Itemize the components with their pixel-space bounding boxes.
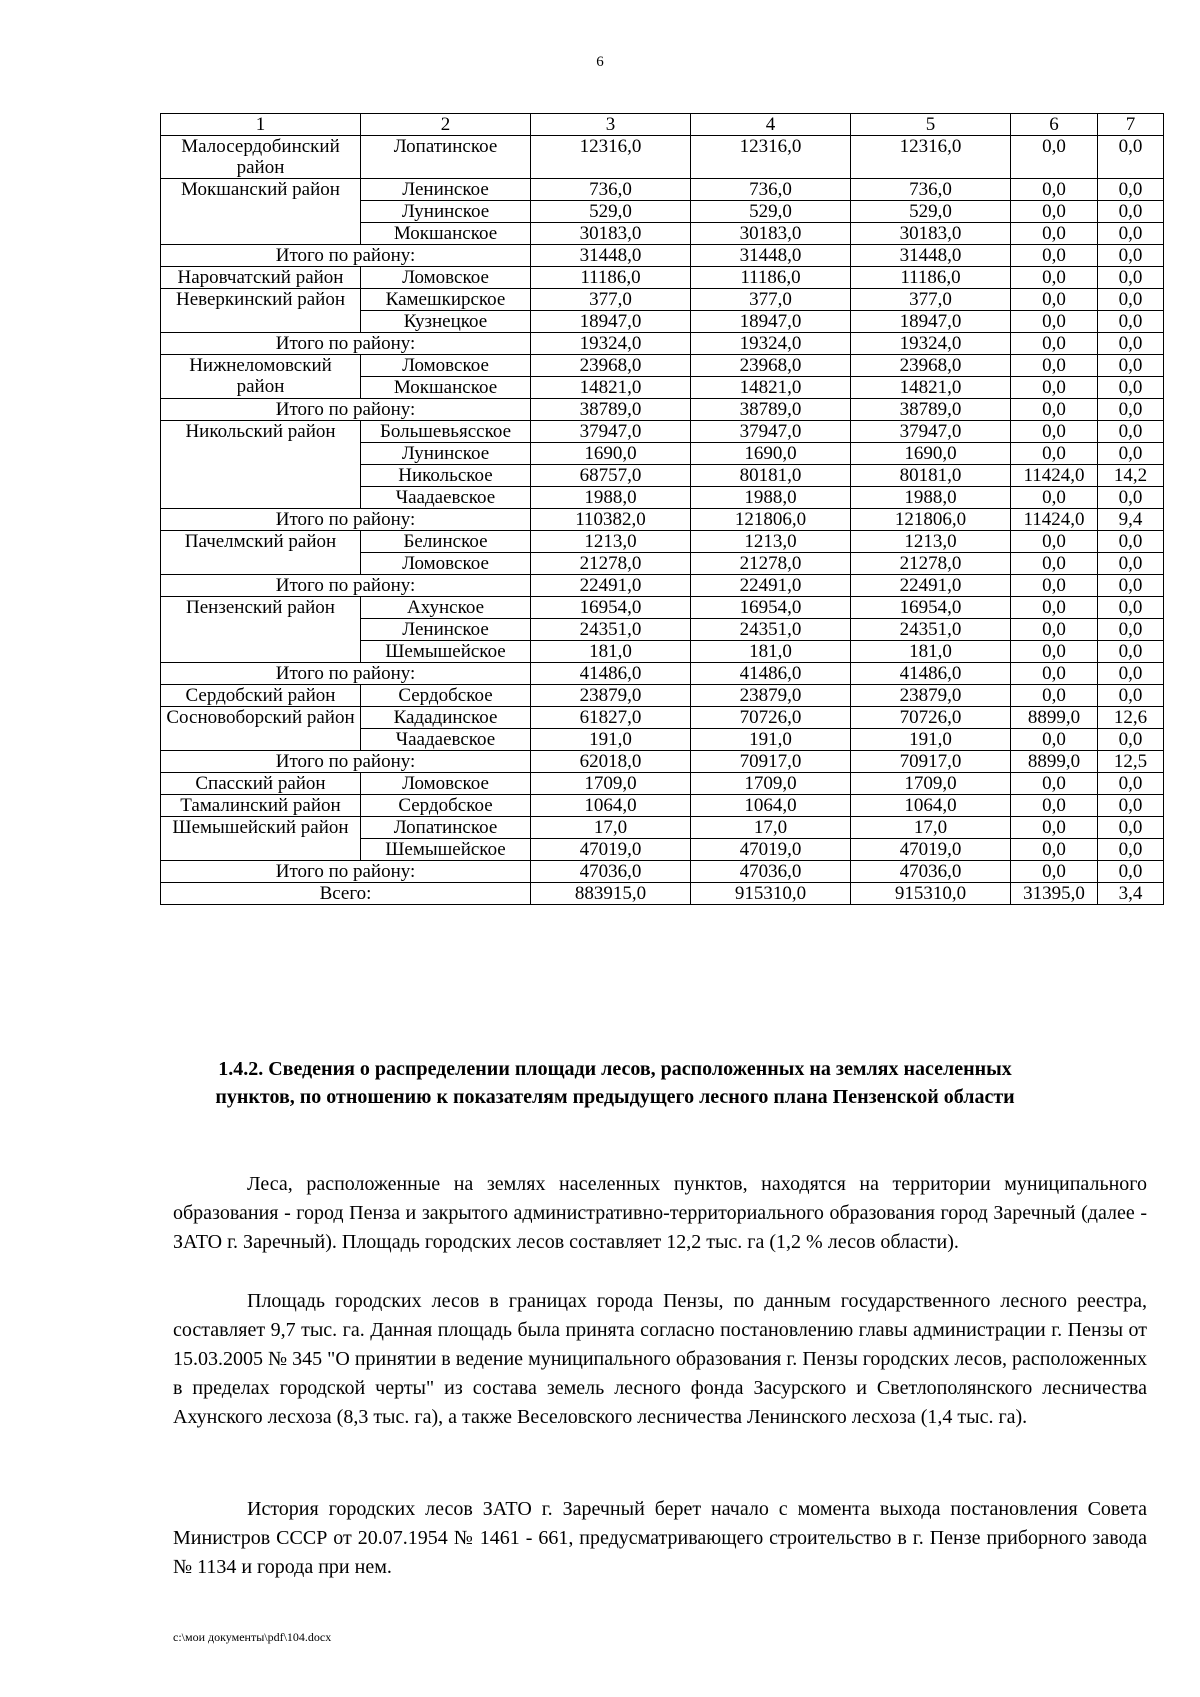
value-cell: 1213,0 <box>531 531 691 553</box>
value-cell: 0,0 <box>1098 267 1164 289</box>
forestry-cell: Сердобское <box>361 795 531 817</box>
value-cell: 1709,0 <box>691 773 851 795</box>
body-paragraph: Леса, расположенные на землях населенных пунктов, находятся на территории муниципального образования - город Пенза и закрытого административно-территориального образования город Заречный (далее - ЗАТО г. Заречный). Площадь городских лесов составляет 12,2 тыс. га (1,2 % лесов области). <box>173 1173 1147 1253</box>
table-row <box>161 245 1164 267</box>
forestry-cell: Сердобское <box>361 685 531 707</box>
table-row <box>161 861 1164 883</box>
value-cell: 37947,0 <box>531 421 691 443</box>
value-cell: 0,0 <box>1011 597 1098 619</box>
value-cell: 12,6 <box>1098 707 1164 729</box>
table-header-cell: 2 <box>361 114 531 136</box>
value-cell: 0,0 <box>1098 685 1164 707</box>
table-row <box>161 399 1164 421</box>
value-cell: 1690,0 <box>851 443 1011 465</box>
value-cell: 0,0 <box>1098 201 1164 223</box>
value-cell: 70726,0 <box>851 707 1011 729</box>
value-cell: 0,0 <box>1098 487 1164 509</box>
table-header-cell: 4 <box>691 114 851 136</box>
summary-label-cell: Всего: <box>161 883 531 905</box>
value-cell: 1064,0 <box>531 795 691 817</box>
value-cell: 915310,0 <box>691 883 851 905</box>
value-cell: 37947,0 <box>691 421 851 443</box>
value-cell: 121806,0 <box>691 509 851 531</box>
district-cell: Малосердобинский район <box>161 136 361 179</box>
value-cell: 0,0 <box>1098 861 1164 883</box>
value-cell: 12,5 <box>1098 751 1164 773</box>
district-cell: Пачелмский район <box>161 531 361 575</box>
table-header-row <box>161 114 1164 136</box>
value-cell: 41486,0 <box>691 663 851 685</box>
value-cell: 17,0 <box>531 817 691 839</box>
value-cell: 38789,0 <box>531 399 691 421</box>
forestry-cell: Чаадаевское <box>361 729 531 751</box>
value-cell: 0,0 <box>1011 641 1098 663</box>
value-cell: 191,0 <box>691 729 851 751</box>
value-cell: 23879,0 <box>691 685 851 707</box>
value-cell: 0,0 <box>1098 729 1164 751</box>
value-cell: 62018,0 <box>531 751 691 773</box>
value-cell: 0,0 <box>1011 267 1098 289</box>
table-row <box>161 136 1164 179</box>
forestry-cell: Белинское <box>361 531 531 553</box>
forestry-cell: Никольское <box>361 465 531 487</box>
value-cell: 0,0 <box>1011 399 1098 421</box>
value-cell: 0,0 <box>1011 839 1098 861</box>
value-cell: 0,0 <box>1011 861 1098 883</box>
value-cell: 1709,0 <box>531 773 691 795</box>
forestry-cell: Большевьясское <box>361 421 531 443</box>
value-cell: 24351,0 <box>531 619 691 641</box>
value-cell: 0,0 <box>1011 377 1098 399</box>
district-cell: Сосновоборский район <box>161 707 361 751</box>
value-cell: 31448,0 <box>531 245 691 267</box>
value-cell: 0,0 <box>1011 333 1098 355</box>
table-row <box>161 509 1164 531</box>
forestry-cell: Ломовское <box>361 355 531 377</box>
value-cell: 736,0 <box>531 179 691 201</box>
value-cell: 0,0 <box>1011 553 1098 575</box>
value-cell: 110382,0 <box>531 509 691 531</box>
value-cell: 0,0 <box>1098 136 1164 179</box>
value-cell: 12316,0 <box>531 136 691 179</box>
value-cell: 47036,0 <box>851 861 1011 883</box>
summary-label-cell: Итого по району: <box>161 399 531 421</box>
forestry-cell: Ахунское <box>361 597 531 619</box>
table-row <box>161 707 1164 729</box>
value-cell: 11186,0 <box>691 267 851 289</box>
value-cell: 1213,0 <box>851 531 1011 553</box>
value-cell: 0,0 <box>1098 223 1164 245</box>
value-cell: 181,0 <box>851 641 1011 663</box>
value-cell: 0,0 <box>1011 355 1098 377</box>
value-cell: 21278,0 <box>851 553 1011 575</box>
value-cell: 30183,0 <box>531 223 691 245</box>
forestry-cell: Ленинское <box>361 619 531 641</box>
forestry-cell: Лунинское <box>361 443 531 465</box>
value-cell: 0,0 <box>1098 399 1164 421</box>
value-cell: 377,0 <box>851 289 1011 311</box>
forestry-cell: Мокшанское <box>361 377 531 399</box>
value-cell: 11424,0 <box>1011 465 1098 487</box>
summary-label-cell: Итого по району: <box>161 509 531 531</box>
summary-label-cell: Итого по району: <box>161 575 531 597</box>
district-cell: Пензенский район <box>161 597 361 663</box>
value-cell: 14821,0 <box>851 377 1011 399</box>
value-cell: 68757,0 <box>531 465 691 487</box>
value-cell: 23879,0 <box>851 685 1011 707</box>
table-row <box>161 289 1164 311</box>
value-cell: 11186,0 <box>851 267 1011 289</box>
value-cell: 529,0 <box>851 201 1011 223</box>
value-cell: 19324,0 <box>851 333 1011 355</box>
district-cell: Спасский район <box>161 773 361 795</box>
table-header-cell: 3 <box>531 114 691 136</box>
value-cell: 0,0 <box>1098 443 1164 465</box>
forestry-cell: Кузнецкое <box>361 311 531 333</box>
value-cell: 191,0 <box>531 729 691 751</box>
value-cell: 12316,0 <box>691 136 851 179</box>
value-cell: 38789,0 <box>691 399 851 421</box>
footer-file-path: c:\мои документы\pdf\104.docx <box>173 1630 332 1644</box>
value-cell: 3,4 <box>1098 883 1164 905</box>
forestry-cell: Лопатинское <box>361 136 531 179</box>
value-cell: 0,0 <box>1098 795 1164 817</box>
table-row <box>161 795 1164 817</box>
value-cell: 0,0 <box>1011 245 1098 267</box>
forest-area-table <box>160 113 1164 905</box>
table-row <box>161 817 1164 839</box>
value-cell: 0,0 <box>1098 531 1164 553</box>
value-cell: 9,4 <box>1098 509 1164 531</box>
value-cell: 0,0 <box>1098 575 1164 597</box>
value-cell: 30183,0 <box>691 223 851 245</box>
value-cell: 47036,0 <box>691 861 851 883</box>
table-row <box>161 179 1164 201</box>
value-cell: 31448,0 <box>851 245 1011 267</box>
value-cell: 181,0 <box>531 641 691 663</box>
value-cell: 37947,0 <box>851 421 1011 443</box>
forestry-cell: Лунинское <box>361 201 531 223</box>
value-cell: 22491,0 <box>851 575 1011 597</box>
value-cell: 18947,0 <box>851 311 1011 333</box>
value-cell: 0,0 <box>1011 531 1098 553</box>
table-header-cell: 5 <box>851 114 1011 136</box>
value-cell: 47019,0 <box>691 839 851 861</box>
table-header-cell: 7 <box>1098 114 1164 136</box>
value-cell: 24351,0 <box>851 619 1011 641</box>
value-cell: 0,0 <box>1098 597 1164 619</box>
table-row <box>161 575 1164 597</box>
value-cell: 17,0 <box>691 817 851 839</box>
table-row <box>161 663 1164 685</box>
value-cell: 14821,0 <box>691 377 851 399</box>
value-cell: 0,0 <box>1098 641 1164 663</box>
value-cell: 0,0 <box>1011 289 1098 311</box>
value-cell: 0,0 <box>1098 839 1164 861</box>
value-cell: 61827,0 <box>531 707 691 729</box>
value-cell: 0,0 <box>1098 289 1164 311</box>
table-header-cell: 1 <box>161 114 361 136</box>
value-cell: 38789,0 <box>851 399 1011 421</box>
value-cell: 0,0 <box>1098 333 1164 355</box>
value-cell: 0,0 <box>1098 355 1164 377</box>
value-cell: 47019,0 <box>851 839 1011 861</box>
value-cell: 0,0 <box>1011 136 1098 179</box>
value-cell: 1690,0 <box>531 443 691 465</box>
value-cell: 0,0 <box>1011 179 1098 201</box>
forestry-cell: Ломовское <box>361 773 531 795</box>
value-cell: 0,0 <box>1098 245 1164 267</box>
value-cell: 0,0 <box>1011 443 1098 465</box>
value-cell: 529,0 <box>531 201 691 223</box>
value-cell: 1064,0 <box>691 795 851 817</box>
value-cell: 23968,0 <box>531 355 691 377</box>
page-number: 6 <box>596 54 604 70</box>
value-cell: 0,0 <box>1098 377 1164 399</box>
value-cell: 1988,0 <box>851 487 1011 509</box>
value-cell: 0,0 <box>1011 311 1098 333</box>
value-cell: 1064,0 <box>851 795 1011 817</box>
value-cell: 736,0 <box>691 179 851 201</box>
table-row <box>161 421 1164 443</box>
value-cell: 0,0 <box>1011 663 1098 685</box>
value-cell: 0,0 <box>1011 795 1098 817</box>
district-cell: Нижнеломовский район <box>161 355 361 399</box>
body-paragraph: История городских лесов ЗАТО г. Заречный берет начало с момента выхода постановления Совета Министров СССР от 20.07.1954 № 1461 - 661, предусматривающего строительство в г. Пензе приборного завода № 1134 и города при нем. <box>173 1498 1147 1578</box>
value-cell: 736,0 <box>851 179 1011 201</box>
value-cell: 41486,0 <box>531 663 691 685</box>
summary-label-cell: Итого по району: <box>161 245 531 267</box>
value-cell: 377,0 <box>531 289 691 311</box>
forestry-cell: Кададинское <box>361 707 531 729</box>
table-row <box>161 883 1164 905</box>
value-cell: 80181,0 <box>851 465 1011 487</box>
forestry-cell: Шемышейское <box>361 839 531 861</box>
value-cell: 0,0 <box>1098 773 1164 795</box>
value-cell: 0,0 <box>1011 421 1098 443</box>
value-cell: 18947,0 <box>691 311 851 333</box>
value-cell: 70917,0 <box>691 751 851 773</box>
district-cell: Мокшанский район <box>161 179 361 245</box>
value-cell: 1988,0 <box>691 487 851 509</box>
forestry-cell: Шемышейское <box>361 641 531 663</box>
value-cell: 1988,0 <box>531 487 691 509</box>
forestry-cell: Ломовское <box>361 553 531 575</box>
value-cell: 19324,0 <box>531 333 691 355</box>
table-row <box>161 773 1164 795</box>
value-cell: 1213,0 <box>691 531 851 553</box>
value-cell: 80181,0 <box>691 465 851 487</box>
value-cell: 47019,0 <box>531 839 691 861</box>
value-cell: 11186,0 <box>531 267 691 289</box>
value-cell: 0,0 <box>1011 619 1098 641</box>
value-cell: 31448,0 <box>691 245 851 267</box>
district-cell: Никольский район <box>161 421 361 509</box>
value-cell: 14821,0 <box>531 377 691 399</box>
district-cell: Неверкинский район <box>161 289 361 333</box>
value-cell: 41486,0 <box>851 663 1011 685</box>
value-cell: 11424,0 <box>1011 509 1098 531</box>
value-cell: 0,0 <box>1011 223 1098 245</box>
table-row <box>161 597 1164 619</box>
value-cell: 70917,0 <box>851 751 1011 773</box>
value-cell: 529,0 <box>691 201 851 223</box>
summary-label-cell: Итого по району: <box>161 333 531 355</box>
value-cell: 0,0 <box>1098 817 1164 839</box>
district-cell: Тамалинский район <box>161 795 361 817</box>
summary-label-cell: Итого по району: <box>161 861 531 883</box>
value-cell: 883915,0 <box>531 883 691 905</box>
value-cell: 8899,0 <box>1011 707 1098 729</box>
body-paragraph: Площадь городских лесов в границах города Пензы, по данным государственного лесного реестра, составляет 9,7 тыс. га. Данная площадь была принята согласно постановлению главы администрации г. Пензы от 15.03.2005 № 345 "О принятии в ведение муниципального образования г. Пензы городских лесов, расположенных в пределах городской черты" из состава земель лесного фонда Засурского и Светлополянского лесничества Ахунского лесхоза (8,3 тыс. га), а также Веселовского лесничества Ленинского лесхоза (1,4 тыс. га). <box>173 1290 1147 1428</box>
value-cell: 0,0 <box>1011 729 1098 751</box>
forestry-cell: Ленинское <box>361 179 531 201</box>
value-cell: 21278,0 <box>691 553 851 575</box>
value-cell: 70726,0 <box>691 707 851 729</box>
district-cell: Сердобский район <box>161 685 361 707</box>
value-cell: 0,0 <box>1011 685 1098 707</box>
table-row <box>161 355 1164 377</box>
value-cell: 0,0 <box>1098 619 1164 641</box>
value-cell: 0,0 <box>1098 663 1164 685</box>
value-cell: 22491,0 <box>691 575 851 597</box>
value-cell: 0,0 <box>1098 179 1164 201</box>
value-cell: 121806,0 <box>851 509 1011 531</box>
summary-label-cell: Итого по району: <box>161 663 531 685</box>
forestry-cell: Лопатинское <box>361 817 531 839</box>
value-cell: 181,0 <box>691 641 851 663</box>
value-cell: 1690,0 <box>691 443 851 465</box>
value-cell: 14,2 <box>1098 465 1164 487</box>
forestry-cell: Чаадаевское <box>361 487 531 509</box>
value-cell: 17,0 <box>851 817 1011 839</box>
value-cell: 23968,0 <box>851 355 1011 377</box>
table-row <box>161 751 1164 773</box>
value-cell: 30183,0 <box>851 223 1011 245</box>
value-cell: 0,0 <box>1011 575 1098 597</box>
value-cell: 915310,0 <box>851 883 1011 905</box>
forestry-cell: Камешкирское <box>361 289 531 311</box>
value-cell: 0,0 <box>1011 201 1098 223</box>
value-cell: 19324,0 <box>691 333 851 355</box>
value-cell: 0,0 <box>1011 817 1098 839</box>
table-row <box>161 685 1164 707</box>
value-cell: 8899,0 <box>1011 751 1098 773</box>
table-row <box>161 531 1164 553</box>
value-cell: 0,0 <box>1098 311 1164 333</box>
table-header-cell: 6 <box>1011 114 1098 136</box>
summary-label-cell: Итого по району: <box>161 751 531 773</box>
table-row <box>161 333 1164 355</box>
district-cell: Наровчатский район <box>161 267 361 289</box>
value-cell: 377,0 <box>691 289 851 311</box>
value-cell: 1709,0 <box>851 773 1011 795</box>
value-cell: 16954,0 <box>531 597 691 619</box>
value-cell: 47036,0 <box>531 861 691 883</box>
value-cell: 21278,0 <box>531 553 691 575</box>
value-cell: 23879,0 <box>531 685 691 707</box>
value-cell: 16954,0 <box>691 597 851 619</box>
value-cell: 0,0 <box>1011 487 1098 509</box>
value-cell: 16954,0 <box>851 597 1011 619</box>
value-cell: 23968,0 <box>691 355 851 377</box>
forestry-cell: Мокшанское <box>361 223 531 245</box>
value-cell: 18947,0 <box>531 311 691 333</box>
value-cell: 0,0 <box>1011 773 1098 795</box>
table-row <box>161 267 1164 289</box>
district-cell: Шемышейский район <box>161 817 361 861</box>
section-heading: 1.4.2. Сведения о распределении площади лесов, расположенных на землях населенных пунктов, по отношению к показателям предыдущего лесного плана Пензенской области <box>215 1058 1015 1108</box>
value-cell: 31395,0 <box>1011 883 1098 905</box>
value-cell: 191,0 <box>851 729 1011 751</box>
value-cell: 22491,0 <box>531 575 691 597</box>
value-cell: 0,0 <box>1098 553 1164 575</box>
value-cell: 12316,0 <box>851 136 1011 179</box>
forestry-cell: Ломовское <box>361 267 531 289</box>
value-cell: 24351,0 <box>691 619 851 641</box>
value-cell: 0,0 <box>1098 421 1164 443</box>
